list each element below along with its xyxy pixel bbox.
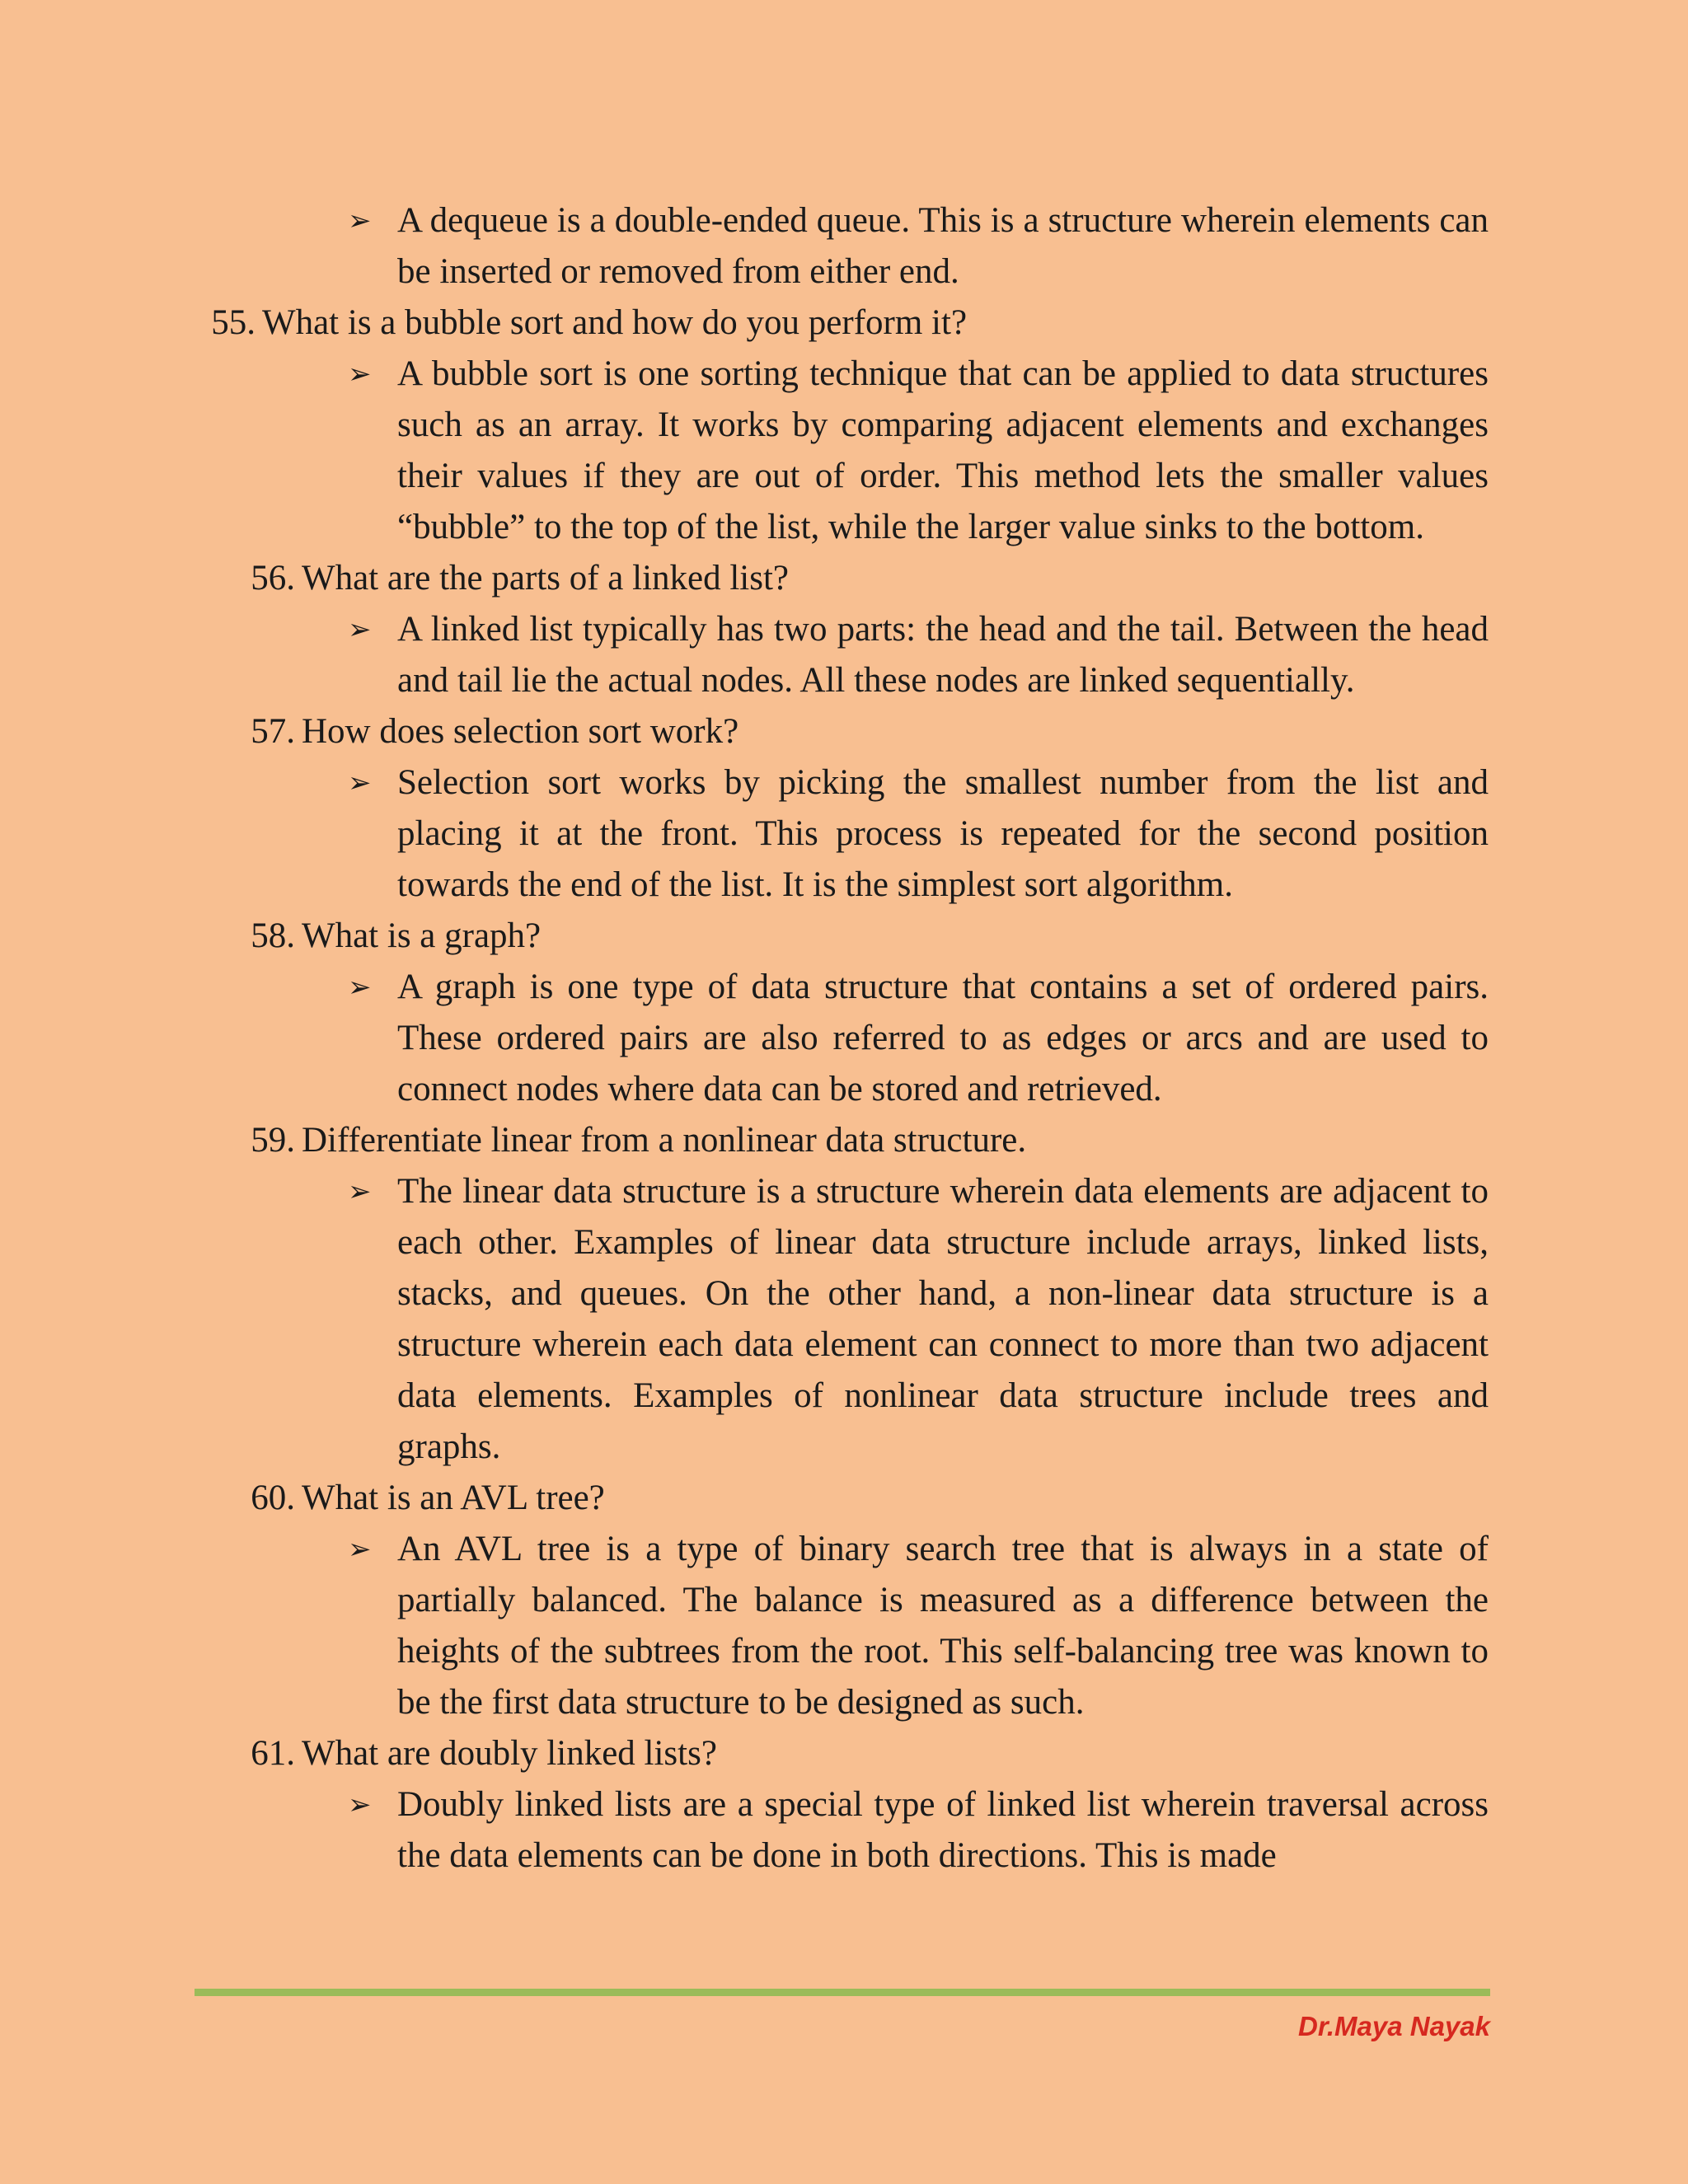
- arrow-bullet-icon: ➢: [348, 1533, 372, 1566]
- footer-rule: [195, 1989, 1490, 1996]
- arrow-bullet-icon: ➢: [348, 204, 372, 237]
- arrow-bullet-icon: ➢: [348, 1175, 372, 1208]
- answer-item: [348, 962, 1489, 1115]
- answer-item: [348, 195, 1489, 298]
- question-item: [0, 298, 1688, 349]
- arrow-bullet-icon: ➢: [348, 613, 372, 646]
- arrow-bullet-icon: ➢: [348, 358, 372, 391]
- question-number: 55.: [211, 303, 256, 342]
- question-text: What are the parts of a linked list?: [302, 559, 790, 598]
- question-item: [0, 553, 1688, 604]
- answer-text: Selection sort works by picking the smallest number from the list and placing it at the front. This process is repeated for the second position towards the end of the list. It is the simplest sort algorithm.: [397, 763, 1489, 904]
- question-number: 57.: [251, 712, 295, 751]
- question-item: [0, 911, 1688, 962]
- qa-content: [0, 195, 1688, 1882]
- arrow-bullet-icon: ➢: [348, 766, 372, 799]
- arrow-bullet-icon: ➢: [348, 1788, 372, 1821]
- question-text: What is a graph?: [302, 916, 542, 955]
- answer-item: [348, 1166, 1489, 1473]
- answer-item: [348, 1524, 1489, 1728]
- answer-text: Doubly linked lists are a special type of linked list wherein traversal across the data elements can be done in both directions. This is made: [397, 1785, 1489, 1875]
- answer-item: [348, 757, 1489, 911]
- answer-text: A bubble sort is one sorting technique that can be applied to data structures such as an array. It works by comparing adjacent elements and exchanges their values if they are out of order. This method lets the smaller values “bubble” to the top of the list, while the larger value sinks to the bottom.: [397, 354, 1489, 546]
- question-number: 56.: [251, 559, 295, 598]
- answer-item: [348, 604, 1489, 706]
- question-text: What is an AVL tree?: [302, 1479, 605, 1517]
- question-item: [0, 706, 1688, 757]
- question-item: [0, 1473, 1688, 1524]
- footer-author: Dr.Maya Nayak: [1298, 2011, 1490, 2041]
- arrow-bullet-icon: ➢: [348, 971, 372, 1004]
- question-number: 59.: [251, 1121, 295, 1160]
- answer-item: [348, 1779, 1489, 1882]
- question-text: How does selection sort work?: [302, 712, 739, 751]
- question-item: [0, 1728, 1688, 1779]
- answer-text: An AVL tree is a type of binary search tree that is always in a state of partially balanced. The balance is measured as a difference between the heights of the subtrees from the root. This self-balancing tree was known to be the first data structure to be designed as such.: [397, 1530, 1489, 1722]
- question-number: 58.: [251, 916, 295, 955]
- answer-text: A linked list typically has two parts: the head and the tail. Between the head and tail lie the actual nodes. All these nodes are linked sequentially.: [397, 610, 1489, 700]
- question-text: What is a bubble sort and how do you perform it?: [262, 303, 968, 342]
- question-text: Differentiate linear from a nonlinear data structure.: [302, 1121, 1027, 1160]
- question-text: What are doubly linked lists?: [302, 1734, 717, 1773]
- answer-text: A dequeue is a double-ended queue. This is a structure wherein elements can be inserted or removed from either end.: [397, 201, 1489, 291]
- question-item: [0, 1115, 1688, 1166]
- answer-item: [348, 349, 1489, 553]
- answer-text: A graph is one type of data structure that contains a set of ordered pairs. These ordered pairs are also referred to as edges or arcs and are used to connect nodes where data can be stored and retrieved.: [397, 968, 1489, 1108]
- answer-text: The linear data structure is a structure wherein data elements are adjacent to each other. Examples of linear data structure include arrays, linked lists, stacks, and queues. On the other hand, a non-linear data structure is a structure wherein each data element can connect to more than two adjacent data elements. Examples of nonlinear data structure include trees and graphs.: [397, 1172, 1489, 1466]
- question-number: 60.: [251, 1479, 295, 1517]
- question-number: 61.: [251, 1734, 295, 1773]
